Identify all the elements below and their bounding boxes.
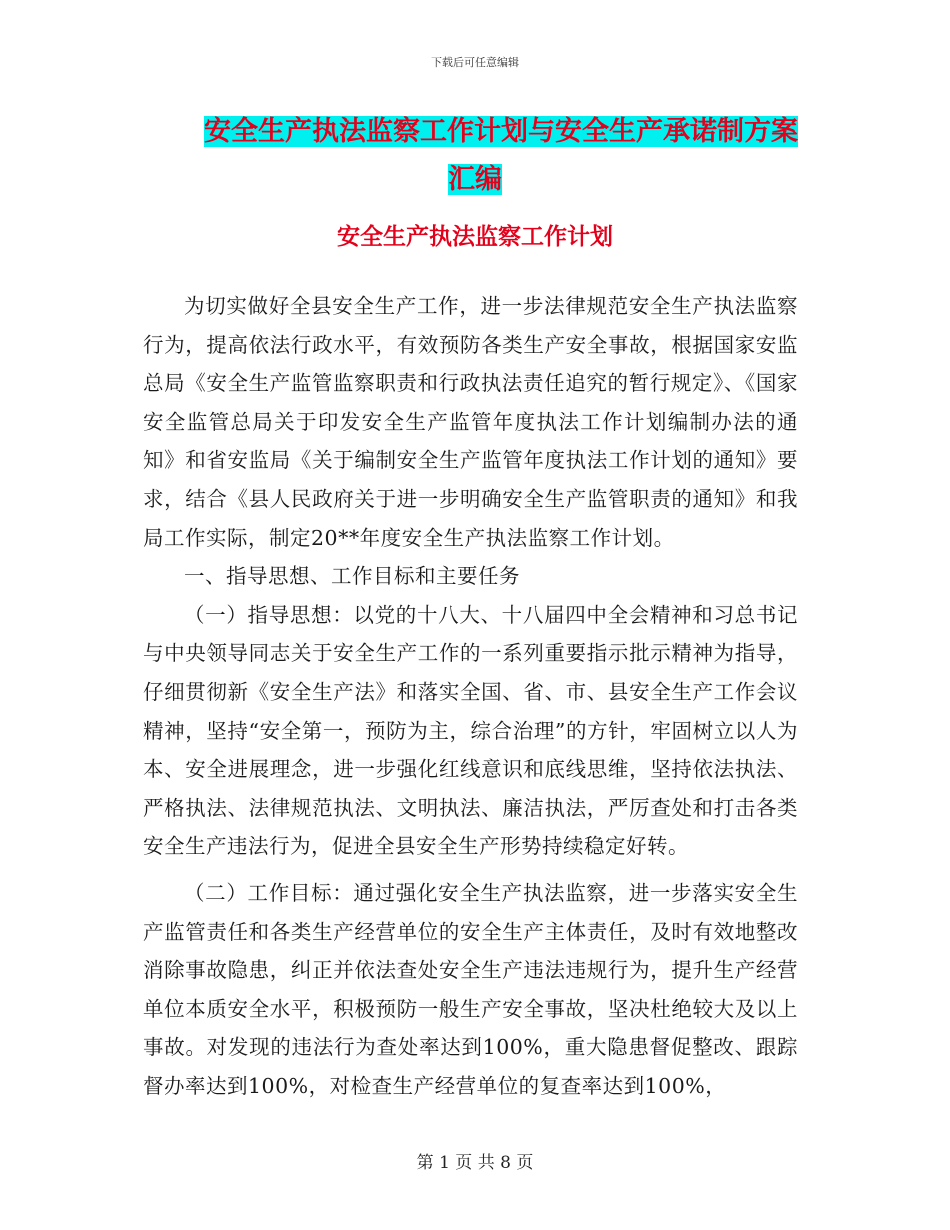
document-body	[143, 287, 798, 1105]
page-footer: 第 1 页 共 8 页	[416, 1153, 534, 1173]
heading-guiding-principles: 一、指导思想、工作目标和主要任务	[184, 564, 520, 589]
header-note: 下载后可任意编辑	[431, 56, 519, 69]
paragraph-guiding-thought: （一）指导思想：以党的十八大、十八届四中全会精神和习总书记与中央领导同志关于安全生产工作的一系列重要指示批示精神为指导，仔细贯彻新《安全生产法》和落实全国、省、市、县安全生产工作会议精神，坚持“安全第一，预防为主，综合治理”的方针，牢固树立以人为本、安全进展理念，进一步强化红线意识和底线思维，坚持依法执法、严格执法、法律规范执法、文明执法、廉洁执法，严厉查处和打击各类安全生产违法行为，促进全县安全生产形势持续稳定好转。	[143, 602, 798, 859]
paragraph-work-goals: （二）工作目标：通过强化安全生产执法监察，进一步落实安全生产监管责任和各类生产经营单位的安全生产主体责任，及时有效地整改消除事故隐患，纠正并依法查处安全生产违法违规行为，提升生产经营单位本质安全水平，积极预防一般生产安全事故，坚决杜绝较大及以上事故。对发现的违法行为查处率达到100%，重大隐患督促整改、跟踪督办率达到100%，对检查生产经营单位的复查率达到100%，	[143, 880, 798, 1098]
document-title-text: 安全生产执法监察工作计划与安全生产承诺制方案汇编	[204, 116, 798, 195]
document-title	[142, 108, 808, 204]
paragraph-intro: 为切实做好全县安全生产工作，进一步法律规范安全生产执法监察行为，提高依法行政水平，有效预防各类生产安全事故，根据国家安监总局《安全生产监管监察职责和行政执法责任追究的暂行规定》、《国家安全监管总局关于印发安全生产监管年度执法工作计划编制办法的通知》和省安监局《关于编制安全生产监管年度执法工作计划的通知》要求，结合《县人民政府关于进一步明确安全生产监管职责的通知》和我局工作实际，制定20**年度安全生产执法监察工作计划。	[143, 294, 798, 550]
section-title: 安全生产执法监察工作计划	[337, 223, 613, 250]
